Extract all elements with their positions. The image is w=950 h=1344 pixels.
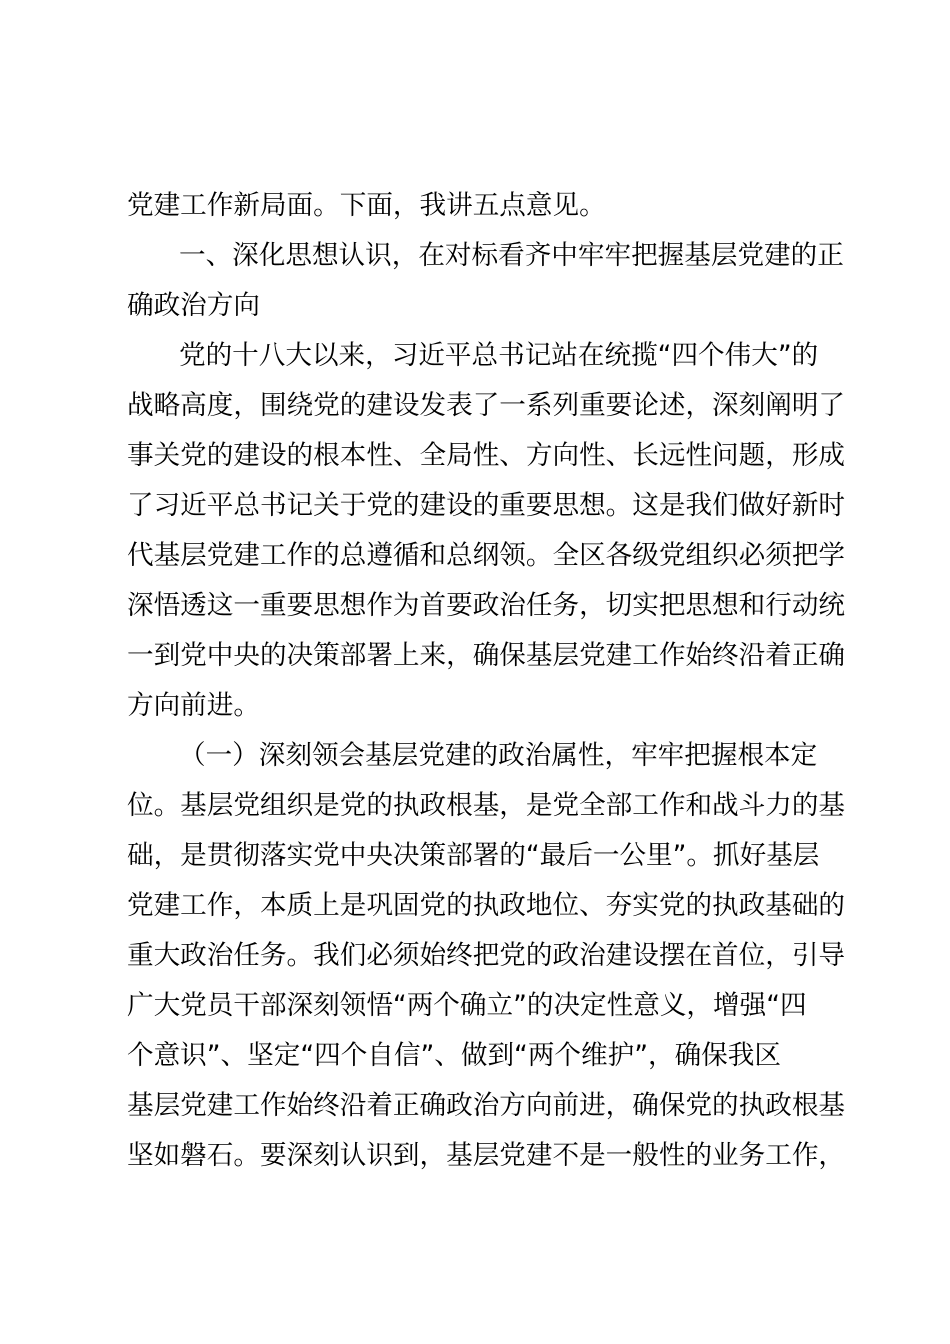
paragraph-2-line-6: 广大党员干部深刻领悟“两个确立”的决定性意义，增强“四 — [127, 990, 807, 1021]
paragraph-2-line-4: 党建工作，本质上是巩固党的执政地位、夯实党的执政基础的 — [127, 890, 846, 921]
paragraph-1-line-1: 党的十八大以来，习近平总书记站在统揽“四个伟大”的 — [179, 340, 819, 371]
paragraph-1-line-8: 方向前进。 — [127, 690, 260, 721]
section-heading-line-2: 确政治方向 — [127, 290, 260, 321]
paragraph-1-line-2: 战略高度，围绕党的建设发表了一系列重要论述，深刻阐明了 — [127, 390, 846, 421]
text-line-1: 党建工作新局面。下面，我讲五点意见。 — [127, 190, 606, 221]
paragraph-1-line-4: 了习近平总书记关于党的建设的重要思想。这是我们做好新时 — [127, 490, 846, 521]
paragraph-1-line-3: 事关党的建设的根本性、全局性、方向性、长远性问题，形成 — [127, 440, 846, 471]
paragraph-2-line-9: 坚如磐石。要深刻认识到，基层党建不是一般性的业务工作， — [127, 1140, 846, 1171]
paragraph-1-line-5: 代基层党建工作的总遵循和总纲领。全区各级党组织必须把学 — [127, 540, 846, 571]
paragraph-1-line-6: 深悟透这一重要思想作为首要政治任务，切实把思想和行动统 — [127, 590, 846, 621]
paragraph-2-line-2: 位。基层党组织是党的执政根基，是党全部工作和战斗力的基 — [127, 790, 846, 821]
paragraph-2-line-3: 础，是贯彻落实党中央决策部署的“最后一公里”。抓好基层 — [127, 840, 820, 871]
paragraph-2-line-7: 个意识”、坚定“四个自信”、做到“两个维护”，确保我区 — [127, 1040, 781, 1071]
paragraph-2-line-8: 基层党建工作始终沿着正确政治方向前进，确保党的执政根基 — [127, 1090, 846, 1121]
paragraph-2-line-1: （一）深刻领会基层党建的政治属性，牢牢把握根本定 — [179, 740, 818, 771]
section-heading-line-1: 一、深化思想认识，在对标看齐中牢牢把握基层党建的正 — [179, 240, 844, 271]
paragraph-2-line-5: 重大政治任务。我们必须始终把党的政治建设摆在首位，引导 — [127, 940, 846, 971]
paragraph-1-line-7: 一到党中央的决策部署上来，确保基层党建工作始终沿着正确 — [127, 640, 846, 671]
